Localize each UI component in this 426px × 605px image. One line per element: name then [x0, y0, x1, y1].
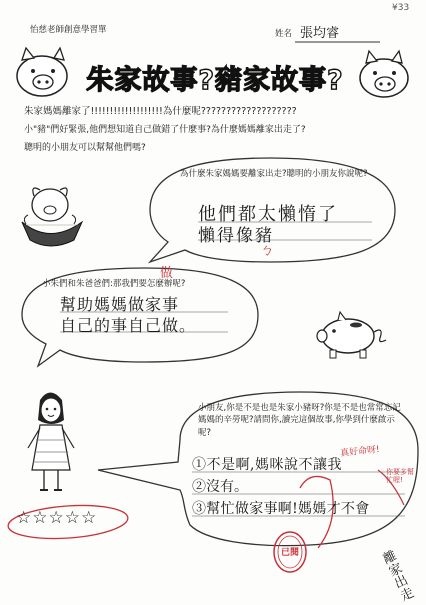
banner-title: 朱家故事?豬家故事? [86, 65, 344, 96]
piggy-bank-icon [317, 312, 386, 358]
page-mark: ¥33 [392, 3, 410, 13]
teacher-mark-2: 做 [160, 266, 174, 281]
name-label: 姓名 [275, 29, 293, 39]
answer-2-line-2: 自己的事自己做。 [60, 316, 197, 335]
question-2: 小朱們和朱爸爸們:那我們要怎麼辦呢? [42, 279, 186, 289]
answer-2-line-1: 幫助媽媽做家事 [60, 295, 180, 314]
answer-1-line-2: 懶得像豬 [198, 226, 274, 246]
stamp-text: 已閱 [281, 548, 300, 558]
answer-3-line-3: ③幫忙做家事啊!媽媽才不會 [192, 501, 370, 517]
girl-icon [28, 393, 74, 491]
teacher-note: 真好命呀! [339, 444, 381, 460]
intro-line-2: 小"豬"們好緊張,他們想知道自己做錯了什麼事?為什麼媽媽離家出走了? [24, 125, 306, 135]
answer-3-line-2: ②沒有。 [192, 479, 248, 495]
side-note: 離家出走 [380, 548, 417, 605]
pig-in-basket-icon [22, 188, 82, 246]
student-name: 張均睿 [300, 26, 340, 41]
question-1: 為什麼朱家媽媽要離家出走?聰明的小朋友你說呢? [180, 169, 368, 179]
intro-line-3: 聰明的小朋友可以幫幫他們嗎? [24, 143, 146, 153]
school-title: 怡慈老師創意學習單 [30, 25, 107, 35]
teacher-note-2: 你要多幫忙喔! [386, 468, 414, 485]
rating-stars: ☆☆☆☆☆ [16, 508, 98, 528]
teacher-mark-1: ㄅ [260, 243, 274, 259]
pig-right-icon [360, 51, 408, 97]
answer-3-line-1: ①不是啊,媽咪說不讓我 [192, 457, 342, 473]
star-rating [16, 508, 97, 528]
intro-line-1: 朱家媽媽離家了!!!!!!!!!!!!!!!!!!!為什麼呢??????????????????? [24, 106, 297, 117]
answer-1-line-1: 他們都太懶惰了 [198, 204, 338, 225]
pig-left-icon [17, 48, 67, 96]
question-3: 小朋友,你是不是也是朱家小豬呀?你是不是也常常忘記媽媽的辛勞呢?請問你,讀完這個故事,你學到什麼啟示呢? [198, 403, 401, 438]
